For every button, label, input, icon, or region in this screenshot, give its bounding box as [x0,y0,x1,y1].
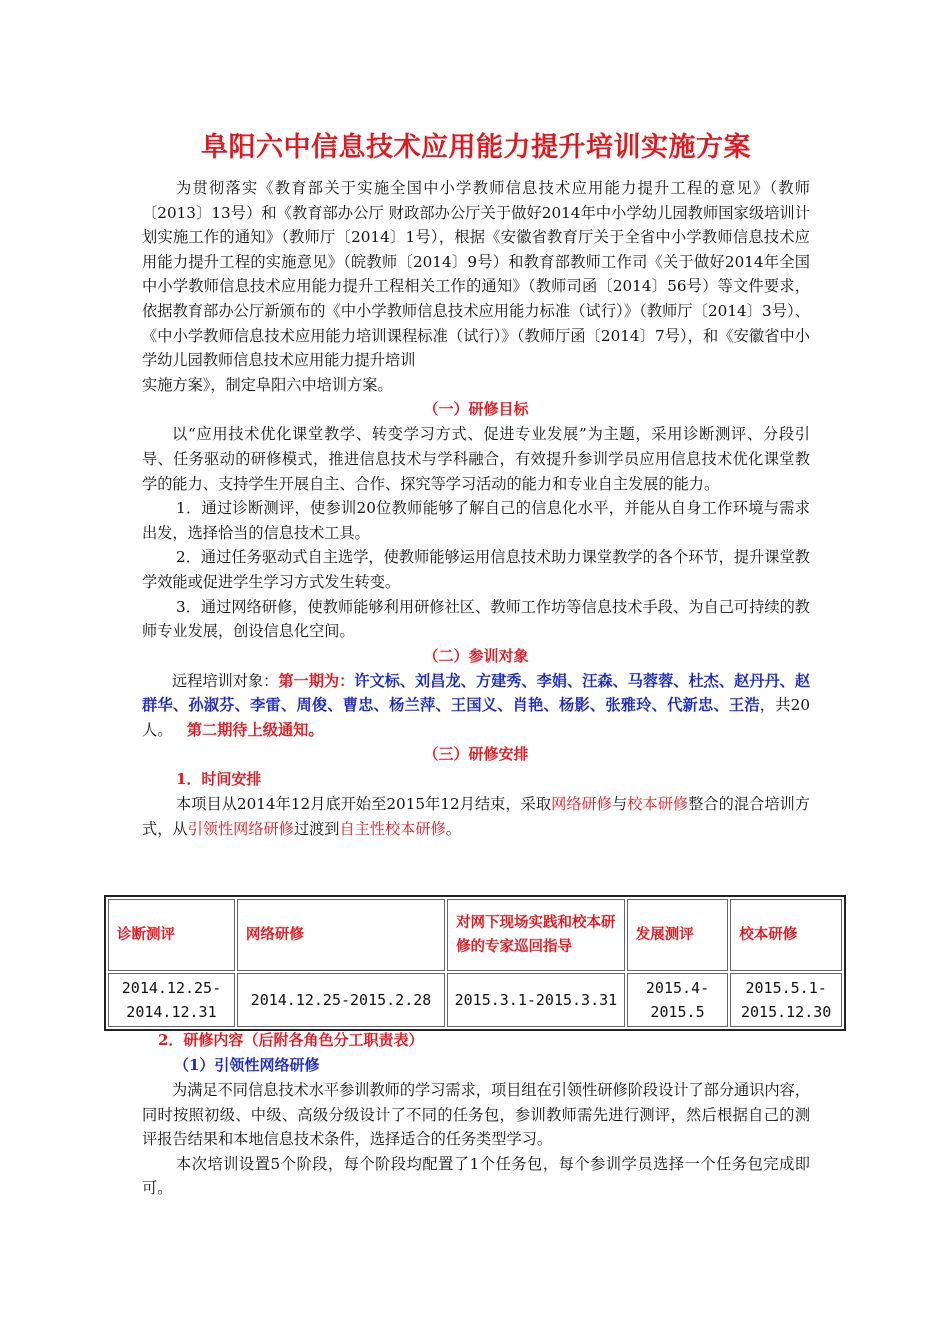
section-heading-goals: （一）研修目标 [423,400,529,419]
section-heading-schedule: （三）研修安排 [423,745,529,764]
time-text-a: 本项目从2014年12月底开始至2015年12月结束，采取 [176,795,552,814]
time-text-and: 与 [612,795,628,814]
time-text-autonomous: 自主性校本研修 [339,820,446,839]
document-body-continued [142,1028,810,1201]
table-cell: 2015.3.1-2015.3.31 [447,973,625,1027]
content-paragraph-1: 为满足不同信息技术水平参训教师的学习需求，项目组在引领性研修阶段设计了部分通识内容，同时按照初级、中级、高级分级设计了不同的任务包，参训教师需先进行测评，然后根据自己的测评报告结果和本地信息技术条件，选择适合的任务类型学习。 [142,1081,810,1149]
subheading-time: 1．时间安排 [176,770,262,789]
table-header-cell: 对网下现场实践和校本研修的专家巡回指导 [447,899,625,971]
subheading-content: 2．研修内容（后附各角色分工职责表） [158,1031,424,1049]
goals-item-3: 3．通过网络研修，使教师能够利用研修社区、教师工作坊等信息技术手段、为自己可持续的教师专业发展，创设信息化空间。 [142,597,810,641]
content-paragraph-2: 本次培训设置5个阶段，每个阶段均配置了1个任务包，每个参训学员选择一个任务包完成即可。 [142,1154,810,1198]
phase2-note: 第二期待上级通知。 [186,720,324,739]
table-header-row [108,899,842,971]
table-cell: 2015.4-2015.5 [627,973,729,1027]
table-cell: 2014.12.25-2015.2.28 [237,973,445,1027]
participants-paragraph [142,669,810,743]
table-header-cell: 校本研修 [730,899,842,971]
participants-prefix: 远程培训对象： [172,671,279,690]
section-heading-participants: （二）参训对象 [423,646,529,665]
time-text-end: 。 [445,820,461,839]
table-row [108,973,842,1027]
time-text-school: 校本研修 [627,795,689,814]
time-text-e: 整合的混合培训方式，从 [142,795,811,839]
document-title: 阜阳六中信息技术应用能力提升培训实施方案 [201,132,751,163]
subheading-guided-research: （1）引领性网络研修 [174,1056,320,1074]
table-header-cell: 网络研修 [237,899,445,971]
goals-paragraph: 以“应用技术优化课堂教学、转变学习方式、促进专业发展”为主题，采用诊断测评、分段引导、任务驱动的研修模式，推进信息技术与学科融合，有效提升参训学员应用信息技术优化课堂教学的能力、支持学生开展自主、合作、探究等学习活动的能力和专业自主发展的能力。 [142,425,810,493]
time-text-to: 过渡到 [293,820,340,839]
time-paragraph [142,792,810,841]
goals-item-1: 1．通过诊断测评，使参训20位教师能够了解自己的信息化水平，并能从自身工作环境与需求出发，选择恰当的信息技术工具。 [142,499,810,542]
intro-paragraph: 为贯彻落实《教育部关于实施全国中小学教师信息技术应用能力提升工程的意见》（教师〔2013〕13号）和《教育部办公厅 财政部办公厅关于做好2014年中小学幼儿园教师国家级培训计划实施工作的通知》（教师厅〔2014〕1号），根据《安徽省教育厅关于全省中小学教师信息技术应用能力提升工程的实施意见》（皖教师〔2014〕9号）和教育部教师工作司《关于做好2014年全国中小学教师信息技术应用能力提升工程相关工作的通知》（教师司函〔2014〕56号）等文件要求，依据教育部办公厅新颁布的《中小学教师信息技术应用能力标准（试行）》（教师厅〔2014〕3号）、《中小学教师信息技术应用能力培训课程标准（试行）》（教师厅函〔2014〕7号），和《安徽省中小学幼儿园教师信息技术应用能力提升培训 [142,179,810,370]
table-header-cell: 诊断测评 [108,899,235,971]
table-cell: 2015.5.1-2015.12.30 [730,973,842,1027]
goals-item-2: 2．通过任务驱动式自主选学，使教师能够运用信息技术助力课堂教学的各个环节，提升课堂教学效能或促进学生学习方式发生转变。 [142,548,810,591]
document-body [142,128,810,842]
schedule-table [104,895,846,1031]
participant-names: 许文标、刘昌龙、方建秀、李娟、汪森、马蓉蓉、杜杰、赵丹丹、赵群华、孙淑芬、李雷、周俊、曹忠、杨兰萍、王国义、肖艳、杨影、张雅玲、代新忠、王浩 [142,671,811,715]
time-text-network: 网络研修 [551,795,613,814]
participant-count: ，共20人。 [142,696,811,739]
table-cell: 2014.12.25-2014.12.31 [108,973,235,1027]
intro-paragraph-end: 实施方案》，制定阜阳六中培训方案。 [142,375,393,394]
table-header-cell: 发展测评 [627,899,729,971]
time-text-guided: 引领性网络研修 [187,820,294,839]
phase1-label: 第一期为： [278,671,355,690]
